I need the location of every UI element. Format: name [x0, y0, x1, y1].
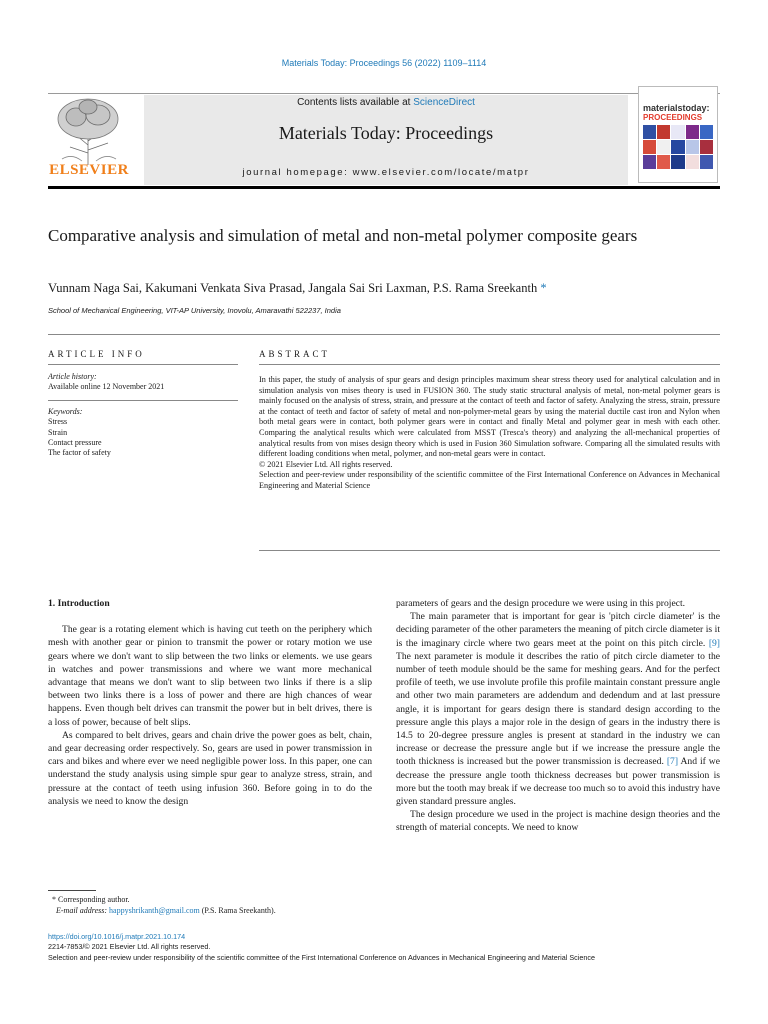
- citation-link[interactable]: [9]: [708, 637, 720, 649]
- footer-peer-review: Selection and peer-review under responsibility of the scientific committee of the First International Conference on Advances in Mechanical Engineering and Material Science: [48, 952, 595, 962]
- paragraph: As compared to belt drives, gears and chain drive the power goes as belt, chain, and gear decreasing order respectively. So, gears are used in power transmission in cars and bikes and where ever we need negligible power loss. In this paper, one can understand the study analysis using simple spur gear to analyze stress, strain, and pressure at the contact of teeth using infusion 360. Before going in to do the analysis we need to know the design: [48, 729, 372, 807]
- paragraph: The gear is a rotating element which is having cut teeth on the periphery which mesh with another gear or pinion to transmit the power or rotary motion we use gears where we don't want to slip between the two links or elements. we use gears in watches and power transmissions and where we want more mechanical advantage that means we don't want to slip between two links if there is a slip between two links there is a loss of power and there are high chances of wear happens. Even though belt drives can transmit the power but in belt drives, there is a loss of power, because of belt slips.: [48, 624, 372, 728]
- elsevier-wordmark: ELSEVIER: [49, 162, 129, 178]
- history-value: Available online 12 November 2021: [48, 382, 165, 392]
- abstract-text: In this paper, the study of analysis of spur gears and design principles maximum shear stress theory used for analytical calculation and in simulation analysis von mises theory is used in FUSION 360. The study static structural analysis of metal, non-metal polymer gears is mainly focused on the analysis of stress, strain, and pressure at the contact of teeth and factor of safety. Analyzing the stress, strain, pressure at the contact of teeth and factor of safety of metal and non-polymer-metal gears by using the material ductile cast iron and Nylon when both metal gears were in contact, both polymer gears were in contact and finally Metal and polymer gear in mesh with each other. Comparing the analytical results which were calculated from MSST (Tresca's theory) and analyzing the all-mechanical properties of analytical results from von mises design theory which is used in Fusion 360 Simulation software. Comparing all the simulated results with different loading conditions when metal, polymer, and non-metal gears were in contact.: [259, 375, 720, 459]
- footnote-mark: *: [52, 895, 56, 904]
- email-label: E-mail address:: [56, 906, 108, 915]
- article-info-heading: ARTICLE INFO: [48, 349, 145, 359]
- journal-name: Materials Today: Proceedings: [278, 123, 494, 143]
- article-info-body: [48, 372, 248, 459]
- paragraph: parameters of gears and the design procedure we were using in this project.: [396, 598, 686, 609]
- paragraph-text: And if we decrease the pressure angle tooth thickness decreases but power transmission is more but the tooth may break if we decrease too much so to avoid this industry have given standard pressure angles.: [396, 756, 720, 808]
- keyword-item: Contact pressure: [48, 438, 102, 448]
- paragraph: The design procedure we used in the project is machine design theories and the strength of material concepts. We need to know: [396, 809, 720, 834]
- abstract-peer-review: Selection and peer-review under responsibility of the scientific committee of the First International Conference on Advances in Mechanical Engineering and Material Science: [259, 470, 720, 490]
- abstract-heading: ABSTRACT: [259, 349, 331, 359]
- cover-mosaic: [643, 125, 713, 169]
- history-label: Article history:: [48, 372, 97, 381]
- abstract-body: [259, 375, 720, 492]
- keywords-label: Keywords:: [48, 406, 83, 416]
- divider: [48, 334, 720, 335]
- elsevier-tree-icon: [48, 95, 130, 167]
- abstract-copyright: © 2021 Elsevier Ltd. All rights reserved.: [259, 459, 393, 469]
- issn-line: 2214-7853/© 2021 Elsevier Ltd. All rights reserved.: [48, 942, 211, 952]
- keyword-item: Strain: [48, 427, 68, 437]
- email-link[interactable]: happyshrikanth@gmail.com: [109, 906, 200, 915]
- journal-title-box: [144, 95, 628, 185]
- corresponding-author-mark[interactable]: *: [540, 281, 547, 295]
- abstract-bottom-rule: [259, 550, 720, 551]
- doi-link[interactable]: https://doi.org/10.1016/j.matpr.2021.10.174: [48, 932, 186, 941]
- page-footer: [48, 932, 748, 963]
- contents-line: [144, 97, 628, 108]
- journal-homepage[interactable]: journal homepage: www.elsevier.com/locate/matpr: [242, 167, 530, 178]
- elsevier-logo: [48, 95, 130, 183]
- journal-cover-image: [638, 86, 718, 183]
- sciencedirect-link[interactable]: ScienceDirect: [413, 97, 475, 108]
- citation-link[interactable]: [7]: [666, 756, 679, 768]
- article-title: Comparative analysis and simulation of metal and non-metal polymer composite gears: [48, 226, 638, 245]
- paragraph-text: The next parameter is module it describes the ratio of pitch circle diameter to the number of teeth module should be the same for meshing gears. And for the perfect profile of teeth, we use involute profile this profile maintain constant pressure angle and other two main parameters are addendum and dedendum and at last pressure angle, it is important for gears design there is standard design according to the pressure angle this plays a major role in the design of gears in the industry there is 14.5 to 20-degree pressure angles is present at standard in the industry we can increase or decrease the pressure angle but if we increase the pressure angle the tooth thickness is increased but the power transmission is decreased.: [396, 650, 720, 768]
- footnote: [48, 894, 378, 916]
- abstract-rule: [259, 364, 720, 365]
- email-owner: (P.S. Rama Sreekanth).: [201, 906, 276, 915]
- left-column: [48, 597, 372, 808]
- journal-reference[interactable]: Materials Today: Proceedings 56 (2022) 1109–1114: [281, 58, 487, 68]
- article-info-rule: [48, 364, 238, 365]
- keyword-item: Stress: [48, 417, 68, 427]
- cover-subtitle: PROCEEDINGS: [643, 113, 703, 122]
- paragraph-text: The main parameter that is important for gear is 'pitch circle diameter' is the deciding parameter of the other parameters the meaning of pitch circle diameter is it is the imaginary circle where two gears meet at the point on this pitch circle.: [396, 611, 720, 649]
- affiliation: School of Mechanical Engineering, VIT-AP University, Inovolu, Amaravathi 522237, India: [48, 306, 341, 315]
- authors: Vunnam Naga Sai, Kakumani Venkata Siva Prasad, Jangala Sai Sri Laxman, P.S. Rama Sreekanth: [48, 281, 538, 295]
- footnote-corresponding: Corresponding author.: [58, 895, 130, 904]
- right-column: [396, 597, 720, 835]
- author-list: [48, 281, 728, 296]
- contents-prefix: Contents lists available at: [297, 97, 414, 108]
- footnote-rule: [48, 890, 96, 891]
- section-heading-introduction: 1. Introduction: [48, 598, 110, 609]
- cover-title: materialstoday:: [643, 103, 710, 113]
- keyword-item: The factor of safety: [48, 448, 111, 458]
- paragraph: [396, 610, 720, 808]
